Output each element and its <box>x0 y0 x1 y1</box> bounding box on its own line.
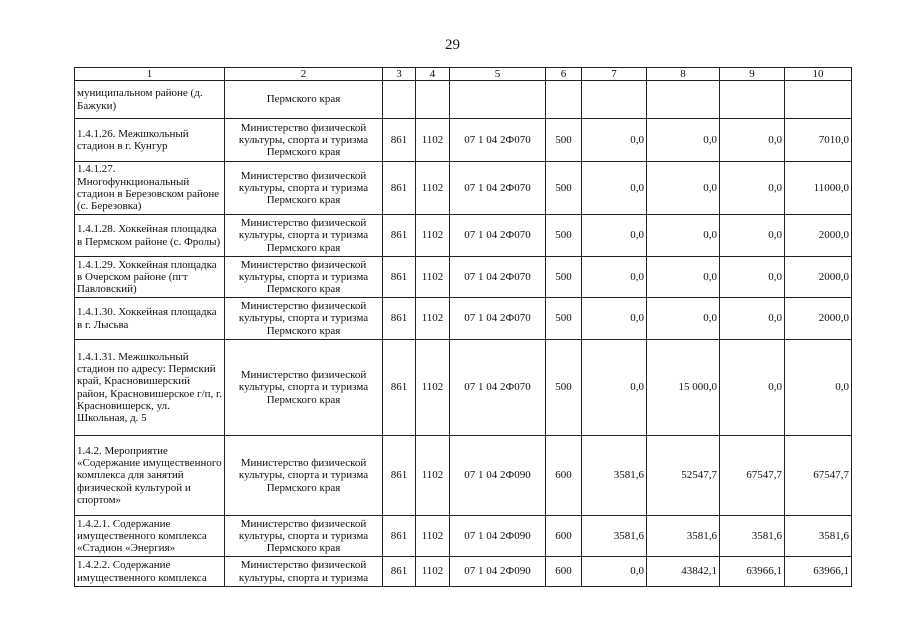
row-cell: 43842,1 <box>647 557 720 587</box>
table-row <box>75 81 852 119</box>
row-cell: 15 000,0 <box>647 340 720 436</box>
column-header: 2 <box>225 68 383 81</box>
row-org-cell: Министерство физической культуры, спорта и туризма Пермского края <box>225 215 383 257</box>
row-cell: 0,0 <box>582 298 647 340</box>
row-cell: 0,0 <box>582 215 647 257</box>
table-row <box>75 119 852 162</box>
row-cell <box>383 81 416 119</box>
row-name-cell: 1.4.1.27. Многофункциональный стадион в Березовском районе (с. Березовка) <box>75 162 225 215</box>
row-org-cell: Министерство физической культуры, спорта и туризма Пермского края <box>225 436 383 516</box>
row-cell: 2000,0 <box>785 298 852 340</box>
row-cell: 0,0 <box>720 298 785 340</box>
page-number: 29 <box>445 37 460 53</box>
row-name-cell: 1.4.1.29. Хоккейная площадка в Очерском районе (пгт Павловский) <box>75 257 225 298</box>
row-cell: 861 <box>383 257 416 298</box>
row-cell: 7010,0 <box>785 119 852 162</box>
row-cell: 1102 <box>416 557 450 587</box>
column-header: 10 <box>785 68 852 81</box>
column-header: 9 <box>720 68 785 81</box>
row-cell: 67547,7 <box>720 436 785 516</box>
row-cell <box>546 81 582 119</box>
row-cell: 1102 <box>416 298 450 340</box>
row-cell: 861 <box>383 298 416 340</box>
column-header: 7 <box>582 68 647 81</box>
row-cell: 63966,1 <box>785 557 852 587</box>
table-row <box>75 215 852 257</box>
budget-table <box>74 67 852 587</box>
row-cell: 07 1 04 2Ф090 <box>450 557 546 587</box>
row-cell: 07 1 04 2Ф070 <box>450 215 546 257</box>
row-cell: 1102 <box>416 257 450 298</box>
row-cell: 1102 <box>416 436 450 516</box>
row-cell <box>647 81 720 119</box>
row-cell: 0,0 <box>720 162 785 215</box>
row-cell: 500 <box>546 162 582 215</box>
row-name-cell: 1.4.2. Мероприятие «Содержание имущественного комплекса для занятий физической культурой и спортом» <box>75 436 225 516</box>
row-cell: 0,0 <box>720 340 785 436</box>
row-cell: 500 <box>546 257 582 298</box>
table-header-row <box>75 68 852 81</box>
row-cell: 1102 <box>416 162 450 215</box>
row-cell: 3581,6 <box>582 516 647 557</box>
row-cell: 500 <box>546 119 582 162</box>
row-cell: 3581,6 <box>582 436 647 516</box>
row-cell: 861 <box>383 162 416 215</box>
row-cell: 0,0 <box>647 215 720 257</box>
row-cell: 3581,6 <box>785 516 852 557</box>
row-cell: 500 <box>546 215 582 257</box>
row-cell: 3581,6 <box>647 516 720 557</box>
row-cell <box>720 81 785 119</box>
table-row <box>75 340 852 436</box>
column-header: 3 <box>383 68 416 81</box>
row-cell: 0,0 <box>582 557 647 587</box>
row-cell: 861 <box>383 436 416 516</box>
row-cell: 07 1 04 2Ф070 <box>450 340 546 436</box>
table-row <box>75 557 852 587</box>
row-name-cell: 1.4.2.1. Содержание имущественного комплекса «Стадион «Энергия» <box>75 516 225 557</box>
row-cell: 500 <box>546 298 582 340</box>
row-name-cell: 1.4.1.30. Хоккейная площадка в г. Лысьва <box>75 298 225 340</box>
column-header: 1 <box>75 68 225 81</box>
table-row <box>75 298 852 340</box>
row-cell: 0,0 <box>582 340 647 436</box>
row-cell: 07 1 04 2Ф070 <box>450 257 546 298</box>
row-cell: 0,0 <box>720 119 785 162</box>
table-row <box>75 436 852 516</box>
row-cell: 600 <box>546 516 582 557</box>
row-cell: 0,0 <box>647 257 720 298</box>
table-row <box>75 257 852 298</box>
column-header: 5 <box>450 68 546 81</box>
row-cell: 0,0 <box>582 257 647 298</box>
row-cell: 07 1 04 2Ф090 <box>450 436 546 516</box>
row-name-cell: муниципальном районе (д. Бажуки) <box>75 81 225 119</box>
row-cell: 07 1 04 2Ф070 <box>450 298 546 340</box>
row-cell: 600 <box>546 436 582 516</box>
row-org-cell: Министерство физической культуры, спорта и туризма <box>225 557 383 587</box>
row-org-cell: Министерство физической культуры, спорта и туризма Пермского края <box>225 257 383 298</box>
row-cell: 0,0 <box>720 257 785 298</box>
row-cell: 600 <box>546 557 582 587</box>
column-header: 4 <box>416 68 450 81</box>
table-row <box>75 162 852 215</box>
row-cell <box>416 81 450 119</box>
row-cell: 1102 <box>416 516 450 557</box>
row-cell: 0,0 <box>582 119 647 162</box>
row-cell: 1102 <box>416 215 450 257</box>
row-org-cell: Пермского края <box>225 81 383 119</box>
row-cell: 67547,7 <box>785 436 852 516</box>
row-cell: 861 <box>383 215 416 257</box>
row-cell: 861 <box>383 516 416 557</box>
row-cell: 07 1 04 2Ф090 <box>450 516 546 557</box>
row-cell: 1102 <box>416 340 450 436</box>
row-cell: 0,0 <box>720 215 785 257</box>
row-cell: 0,0 <box>647 162 720 215</box>
row-cell: 07 1 04 2Ф070 <box>450 162 546 215</box>
row-cell <box>785 81 852 119</box>
row-cell: 52547,7 <box>647 436 720 516</box>
row-cell: 861 <box>383 557 416 587</box>
row-cell <box>450 81 546 119</box>
row-name-cell: 1.4.1.28. Хоккейная площадка в Пермском районе (с. Фролы) <box>75 215 225 257</box>
row-cell: 500 <box>546 340 582 436</box>
row-cell: 0,0 <box>647 119 720 162</box>
table-row <box>75 516 852 557</box>
row-cell: 63966,1 <box>720 557 785 587</box>
row-org-cell: Министерство физической культуры, спорта и туризма Пермского края <box>225 340 383 436</box>
row-org-cell: Министерство физической культуры, спорта и туризма Пермского края <box>225 119 383 162</box>
row-cell <box>582 81 647 119</box>
row-name-cell: 1.4.2.2. Содержание имущественного комплекса <box>75 557 225 587</box>
row-cell: 3581,6 <box>720 516 785 557</box>
row-cell: 0,0 <box>647 298 720 340</box>
row-cell: 0,0 <box>582 162 647 215</box>
row-org-cell: Министерство физической культуры, спорта и туризма Пермского края <box>225 162 383 215</box>
row-cell: 1102 <box>416 119 450 162</box>
row-name-cell: 1.4.1.26. Межшкольный стадион в г. Кунгур <box>75 119 225 162</box>
row-cell: 07 1 04 2Ф070 <box>450 119 546 162</box>
row-cell: 861 <box>383 340 416 436</box>
row-cell: 2000,0 <box>785 215 852 257</box>
row-org-cell: Министерство физической культуры, спорта и туризма Пермского края <box>225 298 383 340</box>
row-org-cell: Министерство физической культуры, спорта и туризма Пермского края <box>225 516 383 557</box>
row-name-cell: 1.4.1.31. Межшкольный стадион по адресу: Пермский край, Красновишерский район, Красновишерское г/п, г. Красновишерск, ул. Школьная, д. 5 <box>75 340 225 436</box>
row-cell: 2000,0 <box>785 257 852 298</box>
row-cell: 861 <box>383 119 416 162</box>
column-header: 8 <box>647 68 720 81</box>
row-cell: 0,0 <box>785 340 852 436</box>
column-header: 6 <box>546 68 582 81</box>
row-cell: 11000,0 <box>785 162 852 215</box>
